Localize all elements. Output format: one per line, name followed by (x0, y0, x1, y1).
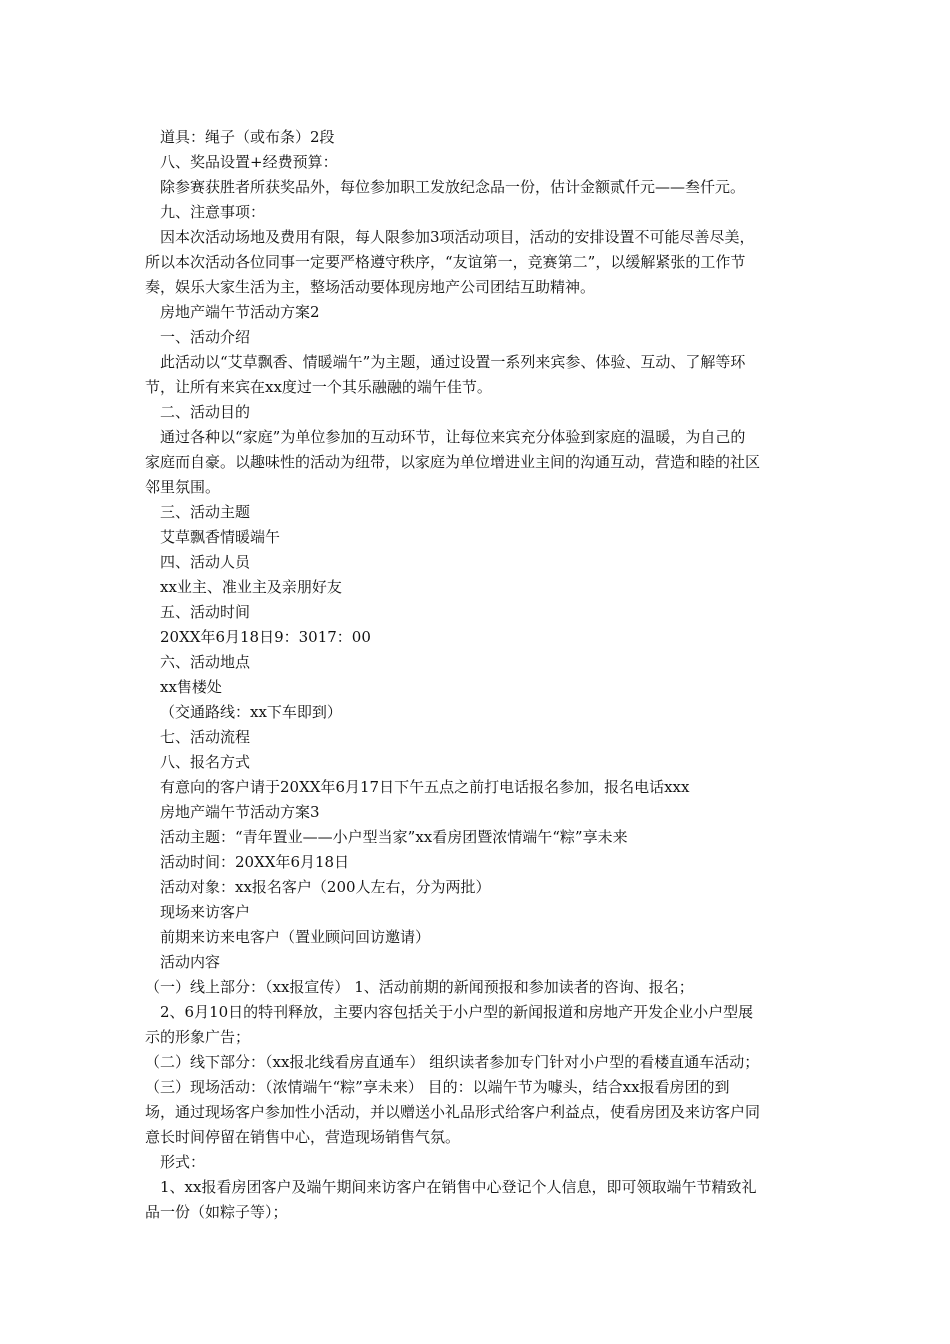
text-line: 活动主题：“青年置业——小户型当家”xx看房团暨浓情端午“粽”享未来 (160, 828, 628, 846)
section-title: 房地产端午节活动方案3 (160, 803, 320, 821)
text-line: 因本次活动场地及费用有限，每人限参加3项活动项目，活动的安排设置不可能尽善尽美， (160, 228, 755, 246)
text-line: 艾草飘香情暖端午 (160, 528, 281, 546)
text-line: 一、活动介绍 (160, 328, 251, 346)
text-line: 四、活动人员 (160, 553, 251, 571)
text-line: 道具：绳子（或布条）2段 (160, 128, 335, 146)
text-line: 家庭而自豪。以趣味性的活动为纽带，以家庭为单位增进业主间的沟通互动，营造和睦的社区 (145, 453, 761, 471)
text-line: 六、活动地点 (160, 653, 251, 671)
text-line: 场，通过现场客户参加性小活动，并以赠送小礼品形式给客户利益点，使看房团及来访客户同 (145, 1103, 761, 1121)
text-line: 活动时间：20XX年6月18日 (160, 853, 350, 871)
text-line: 活动内容 (160, 953, 221, 971)
text-line: 八、奖品设置+经费预算： (160, 153, 338, 171)
text-line: 九、注意事项： (160, 203, 266, 221)
text-line: 八、报名方式 (160, 753, 251, 771)
text-line: 示的形象广告； (145, 1028, 251, 1046)
text-line: xx售楼处 (160, 678, 222, 696)
text-line: 活动对象：xx报名客户（200人左右，分为两批） (160, 878, 491, 896)
text-line: 通过各种以“家庭”为单位参加的互动环节，让每位来宾充分体验到家庭的温暖，为自己的 (160, 428, 746, 446)
text-line: 二、活动目的 (160, 403, 251, 421)
text-line: 现场来访客户 (160, 903, 251, 921)
text-line: （二）线下部分：（xx报北线看房直通车） 组织读者参加专门针对小户型的看楼直通车活动； (145, 1053, 760, 1071)
text-line: 邻里氛围。 (145, 478, 221, 496)
text-line: 此活动以“艾草飘香、情暖端午”为主题，通过设置一系列来宾参、体验、互动、了解等环 (160, 353, 746, 371)
text-line: （三）现场活动：（浓情端午“粽”享未来） 目的：以端午节为噱头，结合xx报看房团的到 (145, 1078, 730, 1096)
text-line: 所以本次活动各位同事一定要严格遵守秩序，“友谊第一，竞赛第二”，以缓解紧张的工作节 (145, 253, 746, 271)
text-line: 七、活动流程 (160, 728, 251, 746)
text-line: 形式： (160, 1153, 206, 1171)
text-line: 前期来访来电客户（置业顾问回访邀请） (160, 928, 431, 946)
text-line: （交通路线：xx下车即到） (160, 703, 342, 721)
text-line: 三、活动主题 (160, 503, 251, 521)
text-line: xx业主、准业主及亲朋好友 (160, 578, 342, 596)
text-line: 20XX年6月18日9：3017：00 (160, 628, 371, 646)
text-line: 除参赛获胜者所获奖品外，每位参加职工发放纪念品一份，估计金额贰仟元——叁仟元。 (160, 178, 746, 196)
text-line: 2、6月10日的特刊释放，主要内容包括关于小户型的新闻报道和房地产开发企业小户型展 (160, 1003, 754, 1021)
text-line: （一）线上部分：（xx报宣传） 1、活动前期的新闻预报和参加读者的咨询、报名； (145, 978, 694, 996)
text-line: 奏，娱乐大家生活为主，整场活动要体现房地产公司团结互助精神。 (145, 278, 596, 296)
text-line: 1、xx报看房团客户及端午期间来访客户在销售中心登记个人信息，即可领取端午节精致礼 (160, 1178, 757, 1196)
section-title: 房地产端午节活动方案2 (160, 303, 320, 321)
text-line: 品一份（如粽子等）； (145, 1203, 288, 1221)
text-line: 意长时间停留在销售中心，营造现场销售气氛。 (145, 1128, 461, 1146)
text-line: 有意向的客户请于20XX年6月17日下午五点之前打电话报名参加，报名电话xxx (160, 778, 690, 796)
text-line: 五、活动时间 (160, 603, 251, 621)
text-line: 节，让所有来宾在xx度过一个其乐融融的端午佳节。 (145, 378, 492, 396)
